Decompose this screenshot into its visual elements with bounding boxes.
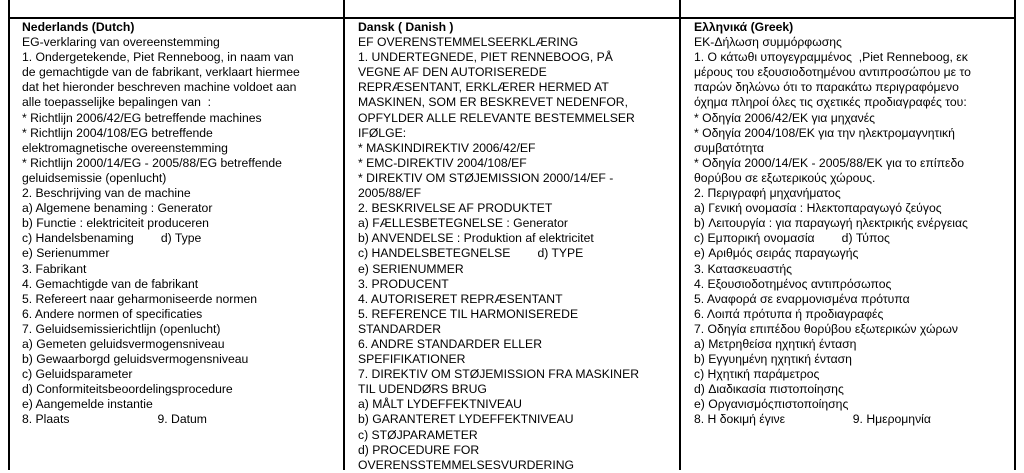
text-line: 2. Περιγραφή μηχανήματος — [694, 186, 841, 201]
text-line: geluidsemissie (openlucht) — [22, 170, 167, 185]
text-line: * Richtlijn 2004/108/EG betreffende — [22, 125, 213, 140]
text-line: EF OVERENSTEMMELSEERKLÆRING — [358, 35, 579, 50]
text-line: d) PROCEDURE FOR — [358, 442, 480, 457]
text-line: e) Οργανισμόςπιστοποίησης — [694, 397, 849, 412]
text-line: b) Λειτουργία : για παραγωγή ηλεκτρικής ενέργειας — [694, 216, 968, 231]
text-line: * Οδηγία 2000/14/ΕΚ - 2005/88/ΕΚ για το επίπεδο — [694, 155, 965, 170]
text-line: c) STØJPARAMETER — [358, 427, 478, 442]
text-line: a) Gemeten geluidsvermogensniveau — [22, 336, 225, 351]
text-line: OVERENSSTEMMELSESVURDERING — [358, 457, 575, 472]
text-line: alle toepasselijke bepalingen van : — [22, 95, 212, 110]
text-line: c) Geluidsparameter — [22, 367, 133, 382]
text-line: de gemachtigde van de fabrikant, verklaart hiermee — [22, 65, 300, 80]
text-line: dat het hieronder beschreven machine voldoet aan — [22, 80, 297, 95]
text-line: a) Algemene benaming : Generator — [22, 201, 213, 216]
text-line: 5. REFERENCE TIL HARMONISEREDE — [358, 306, 579, 321]
text-line: elektromagnetische overeenstemming — [22, 140, 228, 155]
text-line: e) Aangemelde instantie — [22, 397, 153, 412]
column-heading: Dansk ( Danish ) — [358, 20, 454, 34]
text-line: TIL UDENDØRS BRUG — [358, 382, 487, 397]
text-line: c) Handelsbenaming d) Type — [22, 231, 202, 246]
text-line: 6. Λοιπά πρότυπα ή προδιαγραφές — [694, 306, 884, 321]
text-line: 4. AUTORISERET REPRÆSENTANT — [358, 291, 563, 306]
text-line: 3. Κατασκευαστής — [694, 261, 793, 276]
text-line: 1. Ο κάτωθι υπογεγραμμένος ,Piet Renneboog, εκ — [694, 50, 968, 65]
text-line: a) Γενική ονομασία : Ηλεκτοπαραγωγό ζεύγος — [694, 201, 942, 216]
text-line: a) MÅLT LYDEFFEKTNIVEAU — [358, 397, 522, 412]
text-line: * Οδηγία 2004/108/ΕΚ για την ηλεκτρομαγνητική — [694, 125, 955, 140]
text-line: όχημα πληροί όλες τις σχετικές προδιαγραφές του: — [694, 95, 967, 110]
text-line: * Richtlijn 2000/14/EG - 2005/88/EG betreffende — [22, 155, 282, 170]
text-line: 5. Αναφορά σε εναρμονισμένα πρότυπα — [694, 291, 910, 306]
column-greek — [694, 20, 1012, 428]
text-line: * EMC-DIREKTIV 2004/108/EF — [358, 155, 527, 170]
table-border-right — [1014, 0, 1016, 470]
text-line: VEGNE AF DEN AUTORISEREDE — [358, 65, 547, 80]
text-line: c) HANDELSBETEGNELSE d) TYPE — [358, 246, 584, 261]
text-line: a) FÆLLESBETEGNELSE : Generator — [358, 216, 568, 231]
table-border-left — [8, 0, 10, 470]
text-line: 7. Οδηγία επιπέδου θορύβου εξωτερικών χώρων — [694, 321, 959, 336]
text-line: SPEFIFIKATIONER — [358, 352, 466, 367]
text-line: d) Conformiteitsbeoordelingsprocedure — [22, 382, 233, 397]
text-line: θορύβου σε εξωτερικούς χώρους. — [694, 170, 876, 185]
text-line: c) Ηχητική παράμετρος — [694, 367, 820, 382]
column-heading: Nederlands (Dutch) — [22, 20, 135, 34]
text-line: 7. DIREKTIV OM STØJEMISSION FRA MASKINER — [358, 367, 640, 382]
text-line: b) Gewaarborgd geluidsvermogensniveau — [22, 352, 249, 367]
text-line: e) Αριθμός σειράς παραγωγής — [694, 246, 859, 261]
text-line: παρών δηλώνω ότι το παρακάτω περιγραφόμενο — [694, 80, 959, 95]
text-line: a) Μετρηθείσα ηχητική ένταση — [694, 336, 857, 351]
text-line: OPFYLDER ALLE RELEVANTE BESTEMMELSER — [358, 110, 635, 125]
text-line: 6. Andere normen of specificaties — [22, 306, 203, 321]
text-line: 8. Η δοκιμή έγινε 9. Ημερομηνία — [694, 412, 931, 427]
column-dutch — [22, 20, 337, 428]
text-line: 1. UNDERTEGNEDE, PIET RENNEBOOG, PÅ — [358, 50, 613, 65]
text-line: c) Εμπορική ονομασία d) Τύπος — [694, 231, 890, 246]
text-line: 4. Gemachtigde van de fabrikant — [22, 276, 199, 291]
text-line: b) Functie : elektriciteit produceren — [22, 216, 209, 231]
text-line: 3. Fabrikant — [22, 261, 87, 276]
text-line: b) Εγγυημένη ηχητική ένταση — [694, 352, 852, 367]
text-line: 3. PRODUCENT — [358, 276, 449, 291]
text-line: 1. Ondergetekende, Piet Renneboog, in naam van — [22, 50, 294, 65]
column-heading: Ελληνικά (Greek) — [694, 20, 794, 34]
text-line: * MASKINDIREKTIV 2006/42/EF — [358, 140, 536, 155]
table-row-divider — [10, 17, 1014, 19]
column-divider-1 — [343, 0, 345, 470]
text-line: b) GARANTERET LYDEFFEKTNIVEAU — [358, 412, 574, 427]
text-line: e) SERIENUMMER — [358, 261, 464, 276]
column-divider-2 — [679, 0, 681, 470]
text-line: 7. Geluidsemissierichtlijn (openlucht) — [22, 321, 221, 336]
text-line: MASKINEN, SOM ER BESKREVET NEDENFOR, — [358, 95, 628, 110]
text-line: 4. Εξουσιοδοτημένος αντιπρόσωπος — [694, 276, 892, 291]
column-danish — [358, 20, 676, 473]
text-line: 6. ANDRE STANDARDER ELLER — [358, 336, 542, 351]
text-line: συμβατότητα — [694, 140, 764, 155]
text-line: 2005/88/EF — [358, 186, 422, 201]
text-line: * DIREKTIV OM STØJEMISSION 2000/14/EF - — [358, 170, 614, 185]
text-line: d) Διαδικασία πιστοποίησης — [694, 382, 844, 397]
text-line: 2. Beschrijving van de machine — [22, 186, 191, 201]
text-line: EG-verklaring van overeenstemming — [22, 35, 220, 50]
text-line: * Richtlijn 2006/42/EG betreffende machines — [22, 110, 262, 125]
text-line: e) Serienummer — [22, 246, 110, 261]
text-line: 5. Refereert naar geharmoniseerde normen — [22, 291, 258, 306]
text-line: * Οδηγία 2006/42/ΕΚ για μηχανές — [694, 110, 876, 125]
text-line: 2. BESKRIVELSE AF PRODUKTET — [358, 201, 553, 216]
text-line: b) ANVENDELSE : Produktion af elektricitet — [358, 231, 594, 246]
text-line: STANDARDER — [358, 321, 442, 336]
text-line: 8. Plaats 9. Datum — [22, 412, 207, 427]
text-line: REPRÆSENTANT, ERKLÆRER HERMED AT — [358, 80, 609, 95]
text-line: μέρους του εξουσιοδοτημένου αντιπροσώπου με το — [694, 65, 971, 80]
text-line: IFØLGE: — [358, 125, 407, 140]
text-line: ΕΚ-Δήλωση συμμόρφωσης — [694, 35, 842, 50]
